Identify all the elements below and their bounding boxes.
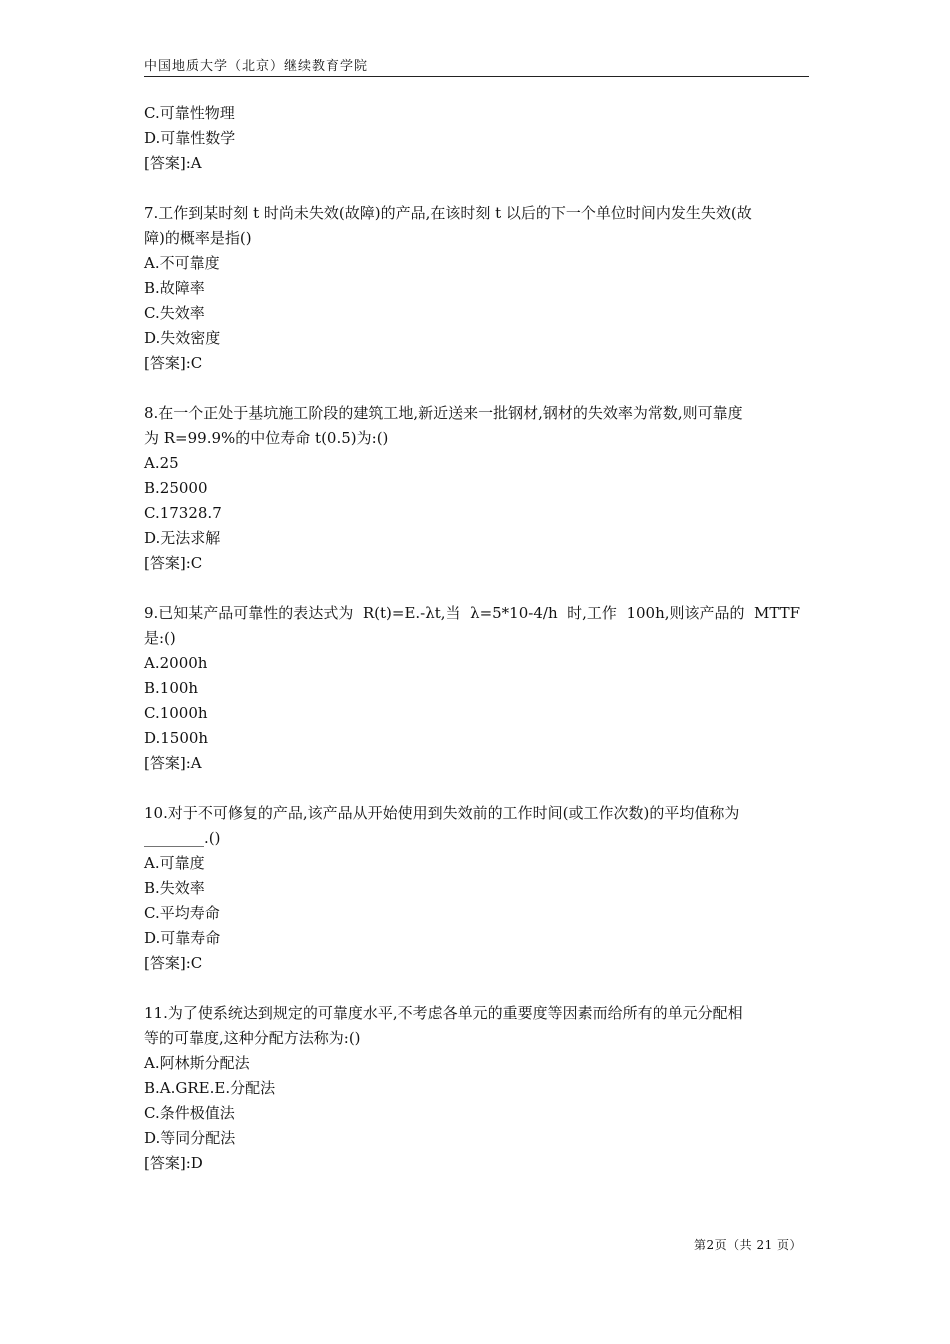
option-line: C.可靠性物理 (144, 104, 235, 122)
question-text: 7.工作到某时刻 t 时尚未失效(故障)的产品,在该时刻 t 以后的下一个单位时间内发生失效(故 (144, 204, 752, 222)
option-line: D.可靠性数学 (144, 129, 236, 147)
question-10 (144, 801, 809, 976)
answer-line: [答案]:A (144, 754, 202, 772)
option-line: A.阿林斯分配法 (144, 1054, 250, 1072)
option-line: C.条件极值法 (144, 1104, 235, 1122)
answer-line: [答案]:D (144, 1154, 203, 1172)
page-footer (694, 1236, 802, 1253)
option-line: C.失效率 (144, 304, 205, 322)
question-text: 11.为了使系统达到规定的可靠度水平,不考虑各单元的重要度等因素而给所有的单元分配相 (144, 1004, 743, 1022)
answer-line: [答案]:C (144, 354, 203, 372)
question-text: 等的可靠度,这种分配方法称为:() (144, 1029, 361, 1047)
question-text: 8.在一个正处于基坑施工阶段的建筑工地,新近送来一批钢材,钢材的失效率为常数,则可靠度 (144, 404, 743, 422)
question-text: ________.() (144, 829, 221, 847)
answer-line: [答案]:A (144, 154, 202, 172)
question-text: 是:() (144, 629, 176, 647)
option-line: D.可靠寿命 (144, 929, 221, 947)
option-line: B.失效率 (144, 879, 205, 897)
answer-line: [答案]:C (144, 954, 203, 972)
page-number: 第2页（共 21 页） (694, 1238, 803, 1252)
option-line: B.故障率 (144, 279, 205, 297)
option-line: D.无法求解 (144, 529, 221, 547)
option-line: A.不可靠度 (144, 254, 220, 272)
option-line: B.100h (144, 679, 199, 697)
option-line: D.失效密度 (144, 329, 221, 347)
page-header (144, 55, 809, 77)
question-8 (144, 401, 809, 576)
option-line: A.25 (144, 454, 179, 472)
question-9 (144, 601, 809, 776)
option-line: A.可靠度 (144, 854, 205, 872)
header-title: 中国地质大学（北京）继续教育学院 (144, 59, 369, 74)
question-11 (144, 1001, 809, 1176)
option-line: D.1500h (144, 729, 209, 747)
option-line: B.A.GRE.E.分配法 (144, 1079, 276, 1097)
question-7 (144, 201, 809, 376)
option-line: C.17328.7 (144, 504, 222, 522)
question-6-continuation (144, 101, 809, 176)
option-line: D.等同分配法 (144, 1129, 236, 1147)
question-text: 10.对于不可修复的产品,该产品从开始使用到失效前的工作时间(或工作次数)的平均值称为 (144, 804, 740, 822)
option-line: C.1000h (144, 704, 208, 722)
question-text: 为 R=99.9%的中位寿命 t(0.5)为:() (144, 429, 389, 447)
question-text: 障)的概率是指() (144, 229, 252, 247)
document-body (144, 101, 809, 1201)
option-line: A.2000h (144, 654, 208, 672)
option-line: C.平均寿命 (144, 904, 220, 922)
answer-line: [答案]:C (144, 554, 203, 572)
question-text: 9.已知某产品可靠性的表达式为 R(t)=E.-λt,当 λ=5*10-4/h 时,工作 100h,则该产品的 MTTF (144, 604, 801, 622)
option-line: B.25000 (144, 479, 208, 497)
